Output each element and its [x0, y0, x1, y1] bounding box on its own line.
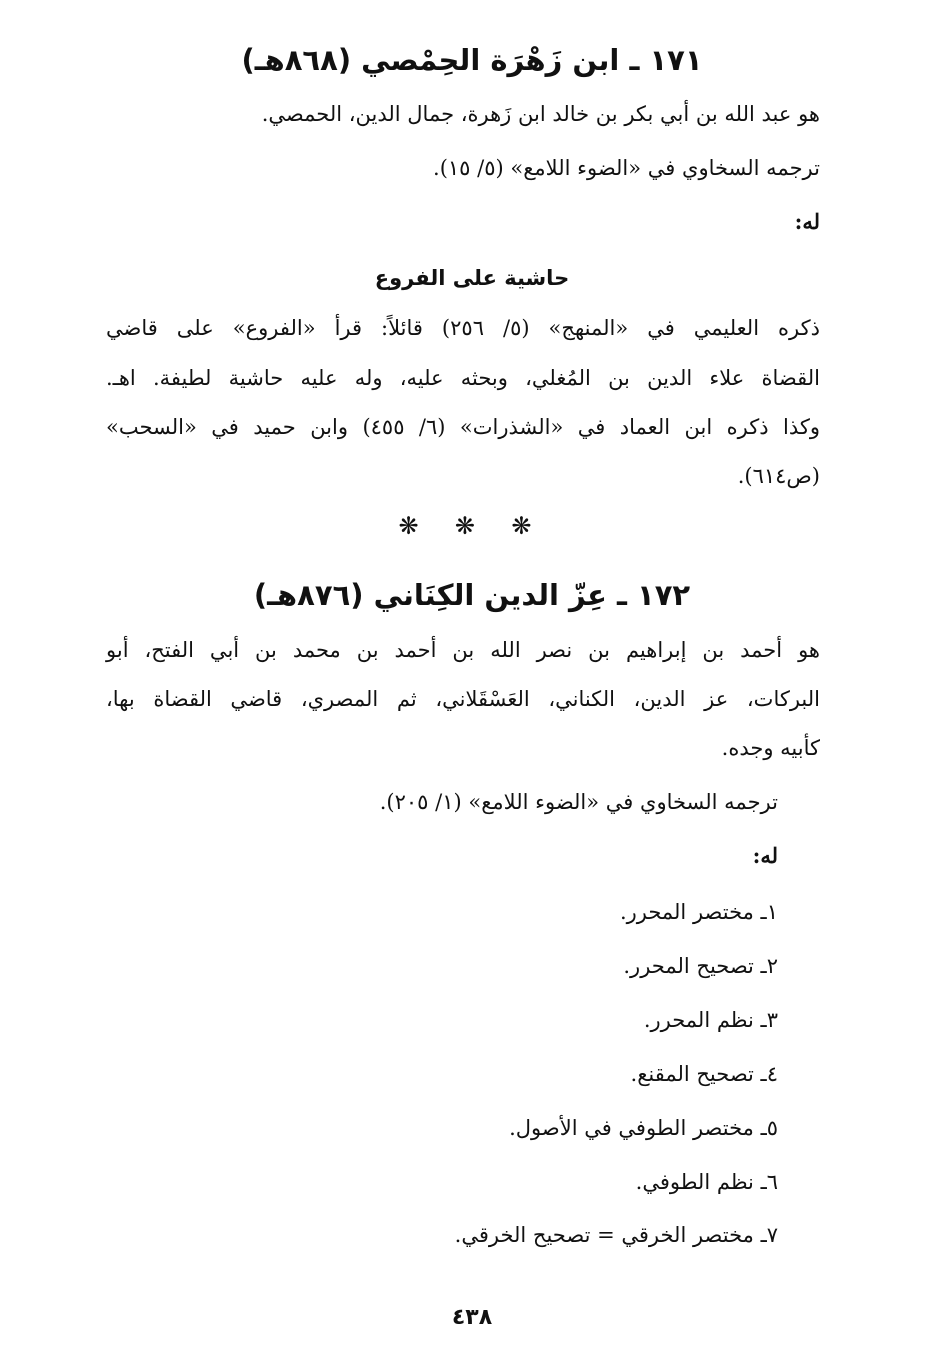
work-item-2: ٢ـ تصحيح المحرر. [623, 954, 778, 978]
section-separator: ❋ ❋ ❋ [398, 512, 546, 540]
work-item-4: ٤ـ تصحيح المقنع. [630, 1062, 778, 1086]
entry-172-line-1: هو أحمد بن إبراهيم بن نصر الله بن أحمد بن محمد بن أبي الفتح، أبو [106, 638, 820, 662]
entry-171-line-2: ترجمه السخاوي في «الضوء اللامع» (٥/ ١٥). [433, 156, 820, 180]
page-number: ٤٣٨ [451, 1305, 493, 1330]
entry-172-title: ١٧٢ ـ عِزّ الدين الكِنَاني (٨٧٦هـ) [253, 578, 691, 612]
entry-171-line-1: هو عبد الله بن أبي بكر بن خالد ابن زَهرة، جمال الدين، الحمصي. [261, 102, 820, 126]
entry-171-title: ١٧١ ـ ابن زَهْرَة الحِمْصي (٨٦٨هـ) [241, 43, 703, 77]
entry-172-works-label: له: [752, 843, 778, 868]
work-item-5: ٥ـ مختصر الطوفي في الأصول. [509, 1116, 778, 1140]
entry-171-works-label: له: [794, 209, 820, 234]
entry-171-work-line-1: ذكره العليمي في «المنهج» (٥/ ٢٥٦) قائلاً: قرأ «الفروع» على قاضي [106, 316, 820, 340]
entry-172-source: ترجمه السخاوي في «الضوء اللامع» (١/ ٢٠٥). [379, 790, 778, 814]
entry-171-work-line-2: القضاة علاء الدين بن المُغلي، وبحثه عليه، وله عليه حاشية لطيفة. اهـ. [106, 366, 820, 390]
entry-171-work-line-4: (ص٦١٤). [737, 464, 820, 488]
work-item-6: ٦ـ نظم الطوفي. [635, 1170, 778, 1194]
entry-171-work-line-3: وكذا ذكره ابن العماد في «الشذرات» (٦/ ٤٥٥) وابن حميد في «السحب» [106, 415, 820, 439]
work-item-3: ٣ـ نظم المحرر. [643, 1008, 778, 1032]
entry-172-line-3: كأبيه وجده. [721, 736, 820, 760]
entry-172-line-2: البركات، عز الدين، الكناني، العَسْقَلاني، ثم المصري، قاضي القضاة بها، [106, 687, 820, 711]
entry-171-work-title: حاشية على الفروع [374, 266, 570, 290]
work-item-7: ٧ـ مختصر الخرقي = تصحيح الخرقي. [454, 1223, 778, 1247]
work-item-1: ١ـ مختصر المحرر. [619, 900, 778, 924]
